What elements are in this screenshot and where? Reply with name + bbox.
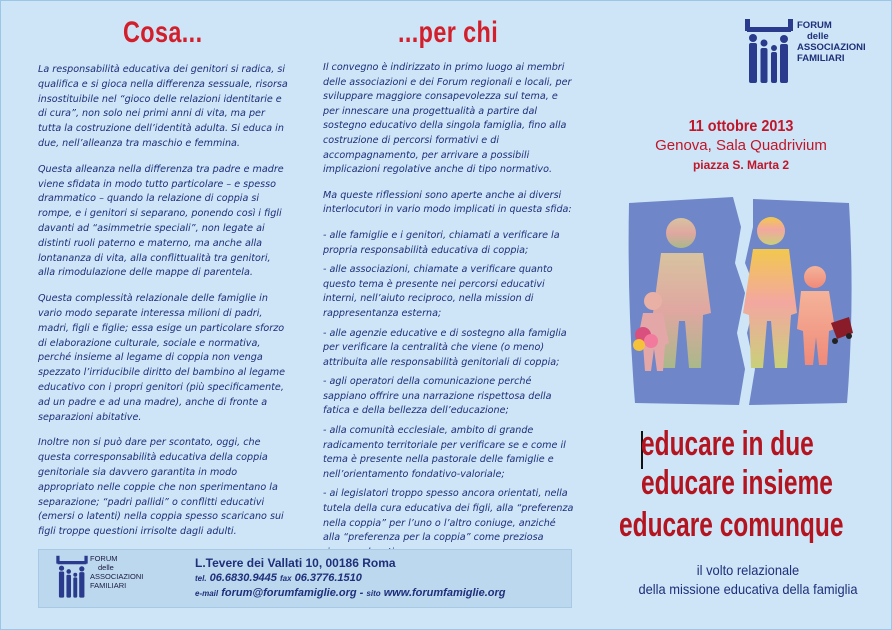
fax-number: 06.3776.1510 [294, 572, 362, 584]
left-column-text [38, 63, 288, 551]
logo-line: ASSOCIAZIONI [90, 572, 144, 581]
forum-logo-footer [55, 554, 143, 602]
phone-number: 06.6830.9445 [209, 572, 277, 584]
tel-label: tel. [195, 574, 207, 583]
footer-address: L.Tevere dei Vallati 10, 00186 Roma [195, 556, 396, 570]
family-figures-icon [743, 17, 795, 89]
middle-paragraph: - alla comunità ecclesiale, ambito di grande radicamento territoriale per verificare se e come il tema è presente nella pastorale delle famiglie e nell’orientamento fondativo-valoriale; [323, 425, 566, 480]
middle-paragraph: Il convegno è indirizzato in primo luogo ai membri delle associazioni e dei Forum regionali e locali, per sviluppare maggiore consapevolezza sul tema, e per innescare una progettualità a partire dal sostegno educativo della singola famiglia, fino alla costruzione di percorsi formativi e di accompagnamento, per arrivare a possibili implicazioni regolative anche di tipo normativo. [323, 62, 572, 176]
logo-line: FAMILIARI [90, 581, 127, 590]
subtitle-line-1: il volto relazionale [696, 562, 800, 578]
email-label: e-mail [195, 589, 219, 598]
left-paragraph: La responsabilità educativa dei genitori si radica, si qualifica e si gioca nella differenza sessuale, risorsa insostituibile nel “gioco delle relazioni identitarie e di cura”, non solo nei primi anni di vita, ma per tutta la costruzione dell’identità adulta. Si educa in due, nell’alleanza tra maschio e femmina. [38, 64, 288, 149]
logo-line: FORUM [797, 20, 832, 31]
left-paragraph: Questa complessità relazionale delle famiglie in vario modo separate interessa milioni di padri, madri, figli e figlie; essa esige un particolare sforzo di elaborazione culturale, sociale e normativa, perché insieme al legame di coppia non venga spezzato l’irriducibile diritto del bambino al legame educativo con i propri genitori (più specificamente, ad un padre e ad una madre), anche di fronte a separazioni abitative. [38, 293, 286, 423]
logo-line: ASSOCIAZIONI [797, 42, 866, 53]
family-figures-icon [55, 554, 89, 602]
slogan-line-2: educare insieme [641, 464, 833, 502]
middle-paragraph: - alle associazioni, chiamate a verificare quanto questo tema è presente nei percorsi educativi interni, nell’aiuto reciproco, nella mission di rappresentanza esterna; [323, 264, 553, 319]
middle-paragraph: - alle famiglie e i genitori, chiamati a verificare la propria responsabilità educativa di coppia; [323, 229, 560, 256]
left-paragraph: Questa alleanza nella differenza tra padre e madre viene sfidata in modo tutto particolare – e spesso drammatico – quando la relazione di coppia si rompe, e i genitori si separano, ponendo così i figli davanti ad “asimmetrie speciali”, non legate ai distinti ruoli paterno e materno, ma anche alla lontananza di vita, alla conflittualità tra genitori, alla rimodulazione delle mappe di parentela. [38, 163, 284, 279]
left-heading: Cosa... [123, 16, 203, 49]
slogan-line-1: educare in due [641, 425, 814, 463]
subtitle-line-2: della missione educativa della famiglia [638, 581, 858, 597]
event-address: piazza S. Marta 2 [692, 158, 790, 172]
event-venue: Genova, Sala Quadrivium [655, 137, 827, 154]
broken-family-image [621, 193, 857, 409]
site-label: sito [366, 589, 381, 598]
middle-column-text [323, 61, 575, 565]
logo-line: FAMILIARI [797, 53, 845, 64]
fax-label: fax [279, 574, 292, 583]
middle-paragraph: Ma queste riflessioni sono aperte anche ai diversi interlocutori in vario modo implicati in questa sfida: [323, 189, 572, 216]
middle-paragraph: - agli operatori della comunicazione perché sappiano offrire una narrazione rispettosa della fatica e della bellezza dell’educazione; [323, 376, 552, 417]
email-link[interactable]: forum@forumfamiglie.org [221, 587, 357, 599]
middle-paragraph: - alle agenzie educative e di sostegno alla famiglia per verificare la centralità che viene (o meno) attribuita alle responsabilità genitoriali di coppia; [323, 327, 567, 368]
middle-heading: ...per chi [398, 16, 499, 49]
left-paragraph: Inoltre non si può dare per scontato, oggi, che questa corresponsabilità educativa della coppia genitoriale sia davvero garantita in modo appropriato nelle coppie che non sperimentano la separazione; “padri pallidi” o conflitti educativi (emersi o latenti) nella coppia spesso scaricano sui figli troppe questioni irrisolte dagli adulti. [38, 437, 284, 538]
logo-line: delle [98, 563, 114, 572]
footer-web-line: e-mail forum@forumfamiglie.org - sito www.forumfamiglie.org [195, 587, 506, 599]
middle-paragraph: - ai legislatori troppo spesso ancora orientati, nella tutela della cura educativa dei figli, alla “preferenza nella coppia” per l’uno o l’altro coniuge, anziché alla “preferenza per la coppia” come preziosa [323, 488, 574, 544]
website-link[interactable]: www.forumfamiglie.org [383, 587, 506, 599]
slogan-line-3: educare comunque [619, 506, 844, 544]
footer-contact-box [38, 549, 572, 608]
logo-line: FORUM [90, 554, 118, 563]
footer-phone-line [195, 572, 362, 584]
forum-logo-top [743, 17, 866, 89]
logo-line: delle [807, 31, 829, 42]
event-date: 11 ottobre 2013 [688, 118, 794, 135]
